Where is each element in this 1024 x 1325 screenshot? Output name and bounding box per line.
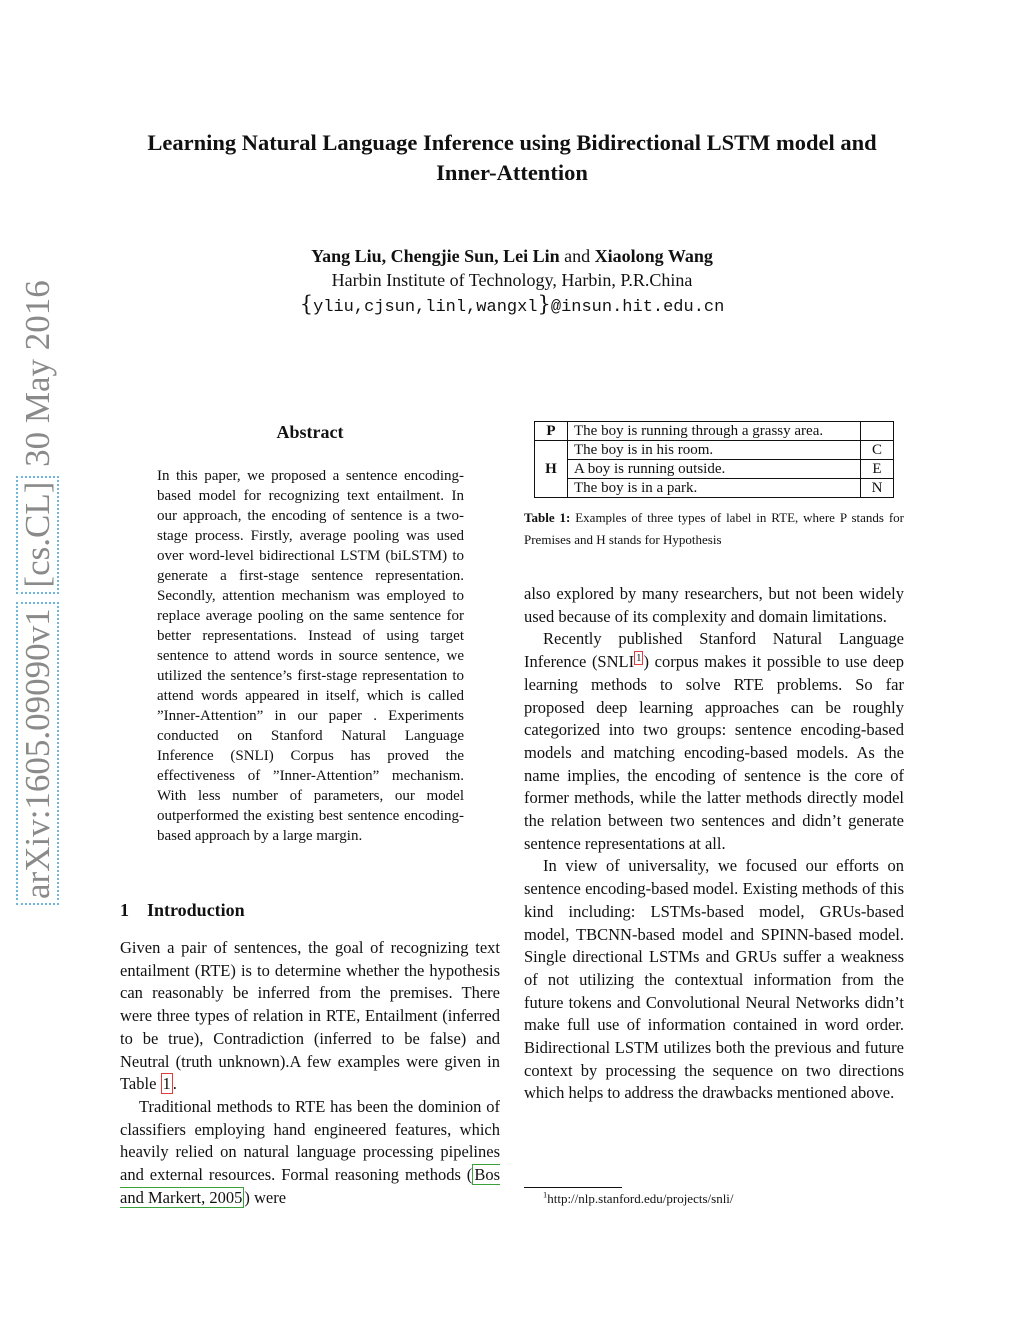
table-row [535, 422, 894, 441]
email-users: yliu,cjsun,linl,wangxl [313, 298, 538, 317]
intro-paragraph-2 [120, 1096, 500, 1210]
intro-paragraph-5: In view of universality, we focused our efforts on sentence encoding-based model. Existing methods of this kind including: LSTMs-based model, GRUs-based model, TBCNN-based model and SPINN-based model. Single directional LSTMs and GRUs suffer a weakness of not utilizing the contextual information from the future tokens and Convolutional Neural Networks didn’t make full use of information contained in word order. Bidirectional LSTM utilizes both the previous and future context by processing the sequence on two directions which helps to address the drawbacks mentioned above. [524, 856, 904, 1103]
footnote-url[interactable]: http://nlp.stanford.edu/projects/snli/ [547, 1191, 734, 1206]
intro-p1-end: . [172, 1074, 177, 1094]
footnote [543, 1191, 734, 1207]
table-row [535, 479, 894, 498]
hypothesis-tag: E [861, 460, 894, 479]
hypothesis-tag: N [861, 479, 894, 498]
arxiv-category[interactable]: [cs.CL] [16, 476, 59, 594]
paper-title [80, 128, 944, 188]
premise-label: P [535, 422, 568, 441]
intro-p2-text: Traditional methods to RTE has been the dominion of classifiers employing hand engineered features, which heavily relied on natural language processing pipelines and external resources. Formal reasoning methods ( [120, 1096, 500, 1185]
intro-p4-pre: Recently published Stanford Natural Language Inference (SNLI [524, 629, 904, 672]
table-caption-label: Table 1: [524, 510, 571, 525]
hypothesis-tag: C [861, 441, 894, 460]
section-number: 1 [120, 900, 129, 920]
author-names [0, 244, 1024, 268]
arxiv-stamp [18, 280, 58, 905]
intro-paragraph-4 [524, 628, 904, 855]
section-title: Introduction [147, 900, 245, 920]
paper-title-line2: Inner-Attention [436, 160, 588, 185]
email-close-brace: } [537, 292, 551, 316]
hypothesis-text: A boy is running outside. [568, 460, 861, 479]
footnote-mark: 1 [543, 1189, 548, 1200]
email-open-brace: { [299, 292, 314, 316]
citation-link[interactable]: Bos and Markert, 2005 [120, 1165, 500, 1207]
author-and: and [564, 246, 591, 266]
footnote-ref-link[interactable]: 1 [636, 651, 642, 664]
rte-examples-table [534, 421, 894, 498]
table-caption [524, 507, 904, 551]
email-line [0, 292, 1024, 320]
email-domain: @insun.hit.edu.cn [550, 298, 725, 317]
hypothesis-text: The boy is in a park. [568, 479, 861, 498]
table-caption-text: Examples of three types of label in RTE, where P stands for Premises and H stands for Hypothesis [524, 510, 905, 547]
author-last: Xiaolong Wang [594, 246, 713, 266]
hypothesis-text: The boy is in his room. [568, 441, 861, 460]
intro-paragraph-1 [120, 937, 500, 1096]
abstract-text: In this paper, we proposed a sentence encoding-based model for recognizing text entailment. In our approach, the encoding of sentence is a two-stage process. Firstly, average pooling was used over word-level bidirectional LSTM (biLSTM) to generate a first-stage sentence representation. Secondly, attention mechanism was employed to replace average pooling on the same sentence for better representations. Instead of using target sentence to attend words in source sentence, we utilized the sentence’s first-stage representation to attend words appeared in itself, which is called ”Inner-Attention” in our paper . Experiments conducted on Stanford Natural Language Inference (SNLI) Corpus has proved the effectiveness of ”Inner-Attention” mechanism. With less number of parameters, our model outperformed the existing best sentence encoding-based approach by a large margin. [157, 468, 464, 844]
abstract-heading: Abstract [276, 422, 344, 442]
intro-p2-end: ) were [244, 1187, 287, 1207]
section-heading [120, 900, 263, 921]
intro-paragraph-3: also explored by many researchers, but not been widely used because of its complexity and domain limitations. [524, 584, 904, 626]
hypothesis-label: H [535, 441, 568, 498]
table-row [535, 441, 894, 460]
paper-title-line1: Learning Natural Language Inference using Bidirectional LSTM model and [147, 130, 877, 155]
premise-tag [861, 422, 894, 441]
right-column-body [524, 583, 904, 1105]
intro-p4-post: ) corpus makes it possible to use deep learning methods to solve RTE problems. So far proposed deep learning approaches can be roughly categorized into two groups: sentence encoding-based models and matching encoding-based models. As the name implies, the encoding of sentence is the core of former methods, while the latter methods directly model the relation between two sentences and didn’t generate sentence representations at all. [524, 652, 904, 853]
premise-text: The boy is running through a grassy area. [568, 422, 861, 441]
author-list: Yang Liu, Chengjie Sun, Lei Lin [311, 246, 560, 266]
arxiv-id[interactable]: arXiv:1605.09090v1 [16, 602, 59, 905]
affiliation: Harbin Institute of Technology, Harbin, P.R.China [331, 270, 693, 290]
footnote-rule [524, 1187, 622, 1188]
table-row [535, 460, 894, 479]
left-column-body [120, 937, 500, 1209]
arxiv-date: 30 May 2016 [18, 280, 57, 467]
author-block [0, 244, 1024, 320]
table-ref-link[interactable]: 1 [162, 1074, 171, 1094]
intro-p1-text: Given a pair of sentences, the goal of recognizing text entailment (RTE) is to determine whether the hypothesis can reasonably be inferred from the premises. There were three types of relation in RTE, Entailment (inferred to be true), Contradiction (inferred to be false) and Neutral (truth unknown).A few examples were given in Table [120, 938, 500, 1094]
